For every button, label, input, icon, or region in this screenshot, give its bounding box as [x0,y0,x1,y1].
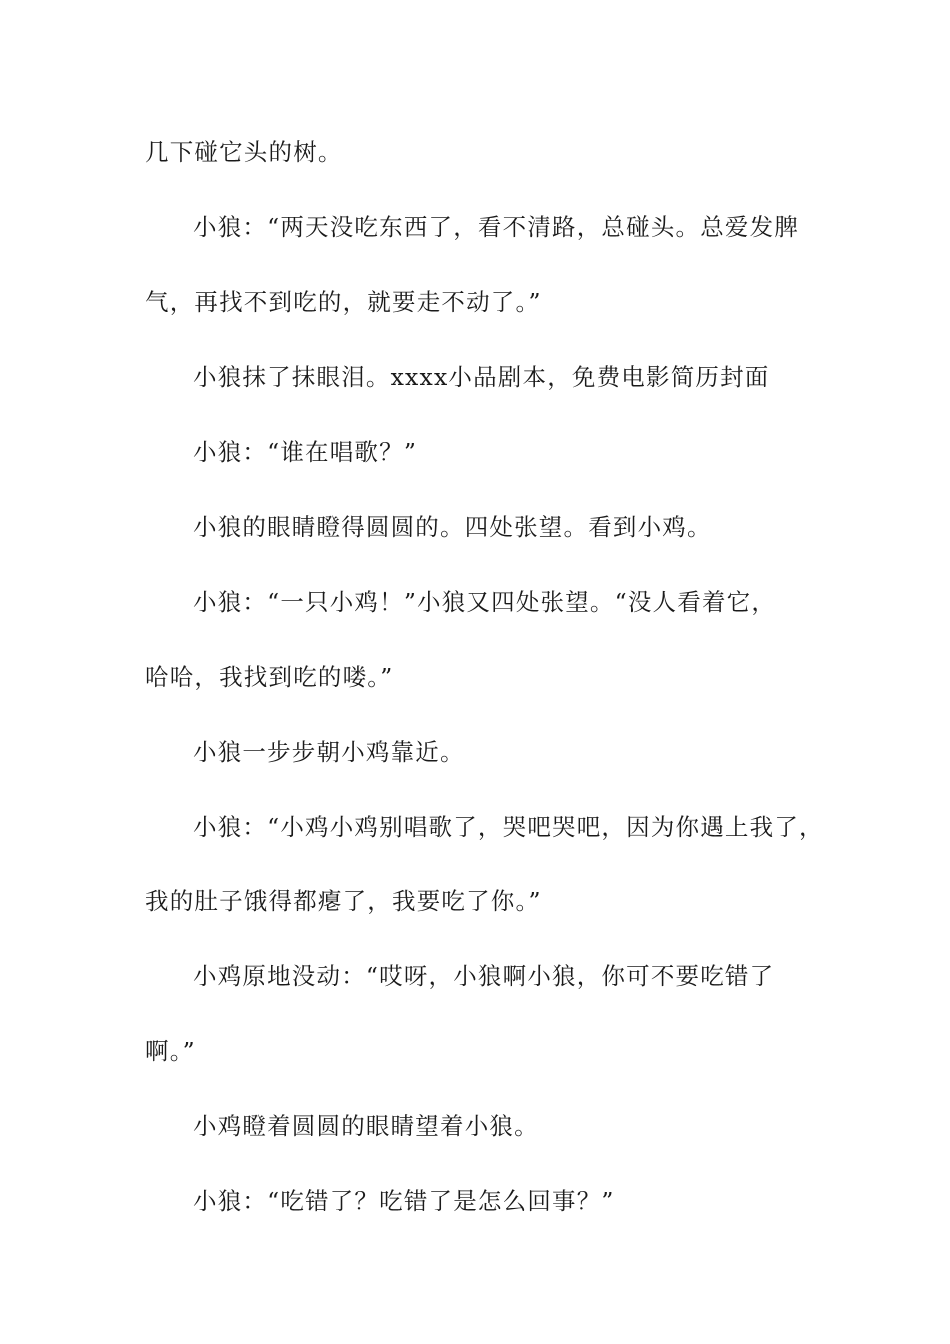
text-line: 小狼抹了抹眼泪。xxxx小品剧本，免费电影简历封面 [193,363,770,391]
text-line: 小狼一步步朝小鸡靠近。 [193,738,465,766]
text-line: 我的肚子饿得都瘪了，我要吃了你。” [145,887,542,915]
text-line: 小狼：“吃错了？吃错了是怎么回事？” [193,1187,615,1215]
text-line: 小狼：“一只小鸡！”小狼又四处张望。“没人看着它， [193,588,777,616]
text-line: 小狼：“两天没吃东西了，看不清路，总碰头。总爱发脾 [193,213,800,241]
text-line: 小狼的眼睛瞪得圆圆的。四处张望。看到小鸡。 [193,513,712,541]
text-line: 小鸡瞪着圆圆的眼睛望着小狼。 [193,1112,539,1140]
text-line: 几下碰它头的树。 [145,138,343,166]
text-line: 哈哈，我找到吃的喽。” [145,663,394,691]
text-line: 气，再找不到吃的，就要走不动了。” [145,288,542,316]
text-line: 小狼：“谁在唱歌？” [193,438,418,466]
text-line: 小狼：“小鸡小鸡别唱歌了，哭吧哭吧，因为你遇上我了， [193,813,824,841]
text-line: 小鸡原地没动：“哎呀，小狼啊小狼，你可不要吃错了 [193,962,775,990]
text-line: 啊。” [145,1037,196,1065]
